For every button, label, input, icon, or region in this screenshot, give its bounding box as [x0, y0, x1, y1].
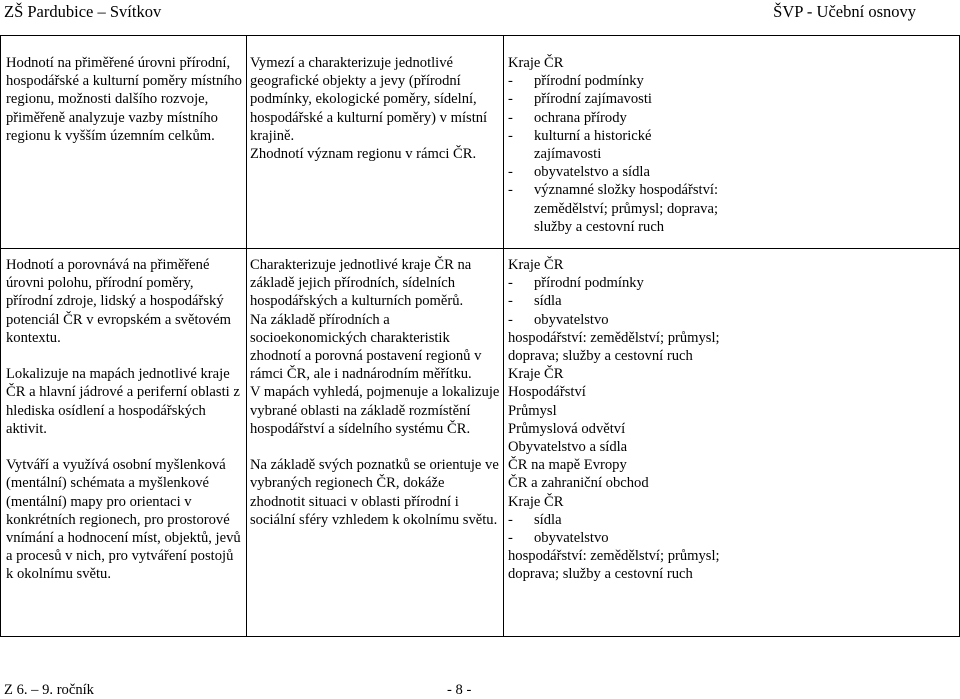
- outcome-text: Lokalizuje na mapách jednotlivé kraje ČR a hlavní jádrové a periferní oblasti z hlediska osídlení a hospodářských aktivit.: [6, 366, 240, 437]
- competence-text: Zhodnotí význam regionu v rámci ČR.: [250, 146, 477, 163]
- row1-outcomes-cell: [6, 54, 244, 145]
- topic-item: - přírodní podmínky: [508, 275, 644, 292]
- table-border-top: [0, 35, 960, 36]
- competence-text: Na základě svých poznatků se orientuje ve vybraných regionech ČR, dokáže zhodnotit situaci v oblasti přírodní i sociální sféry vzhledem k okolnímu světu.: [250, 457, 499, 528]
- table-divider-2: [503, 35, 504, 637]
- row2-outcomes-cell: [6, 256, 244, 584]
- topic-line: Průmyslová odvětví: [508, 420, 626, 437]
- topic-item: - sídla: [508, 511, 562, 528]
- topic-line: Průmysl: [508, 402, 557, 419]
- row-divider: [0, 248, 960, 249]
- topic-item: - obyvatelstvo a sídla: [508, 164, 650, 181]
- topic-title: Kraje ČR: [508, 55, 564, 71]
- table-border-left: [0, 35, 1, 637]
- topic-line: ČR a zahraniční obchod: [508, 475, 649, 492]
- competence-text: Charakterizuje jednotlivé kraje ČR na základě jejich přírodních, sídelních hospodářských a kulturních poměrů.: [250, 257, 472, 310]
- topic-title: Kraje ČR: [508, 493, 564, 510]
- header-school: ZŠ Pardubice – Svítkov: [4, 2, 162, 21]
- topic-item: - přírodní zajímavosti: [508, 91, 652, 108]
- topic-item: - významné složky hospodářství: zemědělství; průmysl; doprava; služby a cestovní ruch: [508, 182, 719, 235]
- row1-competences-cell: [250, 54, 500, 163]
- row2-topics-cell: [508, 256, 720, 584]
- topic-item: - ochrana přírody: [508, 109, 627, 126]
- outcome-text: Hodnotí na přiměřené úrovni přírodní, hospodářské a kulturní poměry místního regionu, možnosti dalšího rozvoje, přiměřeně analyzuje vazby místního regionu k vyšším územním celkům.: [6, 55, 242, 144]
- table-divider-1: [246, 35, 247, 637]
- header-document-title: ŠVP - Učební osnovy: [773, 2, 916, 21]
- topic-item: - přírodní podmínky: [508, 73, 644, 90]
- competence-text: Vymezí a charakterizuje jednotlivé geografické objekty a jevy (přírodní podmínky, ekologické poměry, sídelní, hospodářské a kulturní poměry) v místní krajině.: [250, 55, 488, 144]
- page-number: - 8 -: [447, 682, 472, 698]
- competence-text: V mapách vyhledá, pojmenuje a lokalizuje vybrané oblasti na základě rozmístění hospodářství a sídelního systému ČR.: [250, 384, 500, 437]
- topic-title: Kraje ČR: [508, 366, 564, 383]
- row1-topics-cell: [508, 54, 720, 236]
- row2-competences-cell: [250, 256, 500, 529]
- topic-title: Kraje ČR: [508, 257, 564, 273]
- topic-line: ČR na mapě Evropy: [508, 457, 627, 474]
- topic-item: - obyvatelstvo: [508, 311, 609, 328]
- competence-text: Na základě přírodních a socioekonomických charakteristik zhodnotí a porovná postavení regionů v rámci ČR, ale i nadnárodním měřítku.: [250, 311, 482, 383]
- outcome-text: Hodnotí a porovnává na přiměřené úrovni polohu, přírodní poměry, přírodní zdroje, lidský a hospodářský potenciál ČR v evropském a světovém kontextu.: [6, 257, 231, 346]
- outcome-text: Vytváří a využívá osobní myšlenková (mentální) schémata a myšlenkové (mentální) mapy pro orientaci v konkrétních regionech, pro prostorové vnímání a hodnocení míst, objektů, jevů a procesů v nich, pro vytváření postojů k okolnímu světu.: [6, 457, 241, 583]
- topic-text: hospodářství: zemědělství; průmysl; doprava; služby a cestovní ruch: [508, 548, 720, 583]
- topic-line: Hospodářství: [508, 384, 586, 401]
- topic-item: - sídla: [508, 293, 562, 310]
- curriculum-table: [0, 35, 960, 637]
- topic-line: Obyvatelstvo a sídla: [508, 439, 628, 456]
- topic-item: - obyvatelstvo: [508, 530, 609, 547]
- footer-grade: Z 6. – 9. ročník: [4, 682, 94, 698]
- topic-item: - kulturní a historické zajímavosti: [508, 127, 652, 163]
- table-border-bottom: [0, 636, 960, 637]
- topic-text: hospodářství: zemědělství; průmysl; doprava; služby a cestovní ruch: [508, 329, 720, 365]
